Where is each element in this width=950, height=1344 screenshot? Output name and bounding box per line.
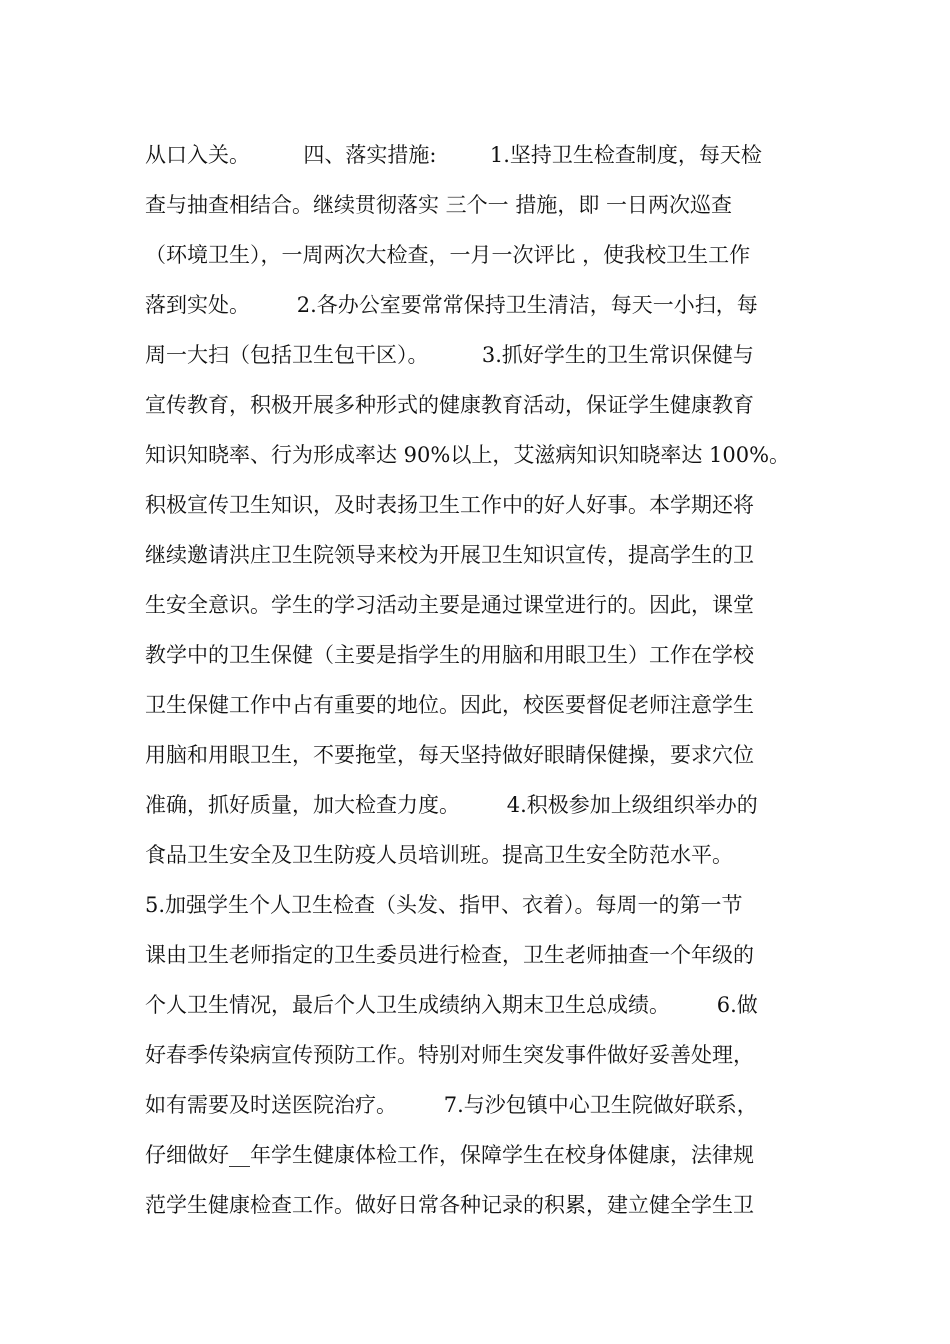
- text-line: 个人卫生情况，最后个人卫生成绩纳入期末卫生总成绩。 6.做: [145, 993, 758, 1017]
- text-line: 生安全意识。学生的学习活动主要是通过课堂进行的。因此，课堂: [145, 593, 754, 617]
- text-line: 准确，抓好质量，加大检查力度。 4.积极参加上级组织举办的: [145, 793, 758, 817]
- text-line: 周一大扫（包括卫生包干区）。 3.抓好学生的卫生常识保健与: [145, 343, 754, 367]
- text-line: 继续邀请洪庄卫生院领导来校为开展卫生知识宣传，提高学生的卫: [145, 543, 754, 567]
- text-line: 落到实处。 2.各办公室要常常保持卫生清洁，每天一小扫，每: [145, 293, 758, 317]
- text-line: 查与抽查相结合。继续贯彻落实 三个一 措施，即 一日两次巡查: [145, 193, 733, 217]
- text-line: 用脑和用眼卫生，不要拖堂，每天坚持做好眼睛保健操，要求穴位: [145, 743, 754, 767]
- text-line: 宣传教育，积极开展多种形式的健康教育活动，保证学生健康教育: [145, 393, 754, 417]
- text-line: 5.加强学生个人卫生检查（头发、指甲、衣着）。每周一的第一节: [145, 893, 743, 917]
- text-line: 食品卫生安全及卫生防疫人员培训班。提高卫生安全防范水平。: [145, 843, 733, 867]
- text-line: 卫生保健工作中占有重要的地位。因此，校医要督促老师注意学生: [145, 693, 754, 717]
- text-line: 教学中的卫生保健（主要是指学生的用脑和用眼卫生）工作在学校: [145, 643, 754, 667]
- text-line: 范学生健康检查工作。做好日常各种记录的积累，建立健全学生卫: [145, 1193, 754, 1217]
- document-body: [145, 130, 815, 1230]
- text-line: 好春季传染病宣传预防工作。特别对师生突发事件做好妥善处理，: [145, 1043, 754, 1067]
- text-line: （环境卫生），一周两次大检查，一月一次评比 ，使我校卫生工作: [145, 243, 751, 267]
- text-line: 从口入关。 四、落实措施: 1.坚持卫生检查制度，每天检: [145, 143, 762, 167]
- text-line: 课由卫生老师指定的卫生委员进行检查，卫生老师抽查一个年级的: [145, 943, 754, 967]
- text-line: 仔细做好__年学生健康体检工作，保障学生在校身体健康，法律规: [145, 1143, 754, 1167]
- text-line: 如有需要及时送医院治疗。 7.与沙包镇中心卫生院做好联系，: [145, 1093, 758, 1117]
- text-line: 知识知晓率、行为形成率达 90%以上，艾滋病知识知晓率达 100%。: [145, 443, 791, 467]
- text-line: 积极宣传卫生知识，及时表扬卫生工作中的好人好事。本学期还将: [145, 493, 754, 517]
